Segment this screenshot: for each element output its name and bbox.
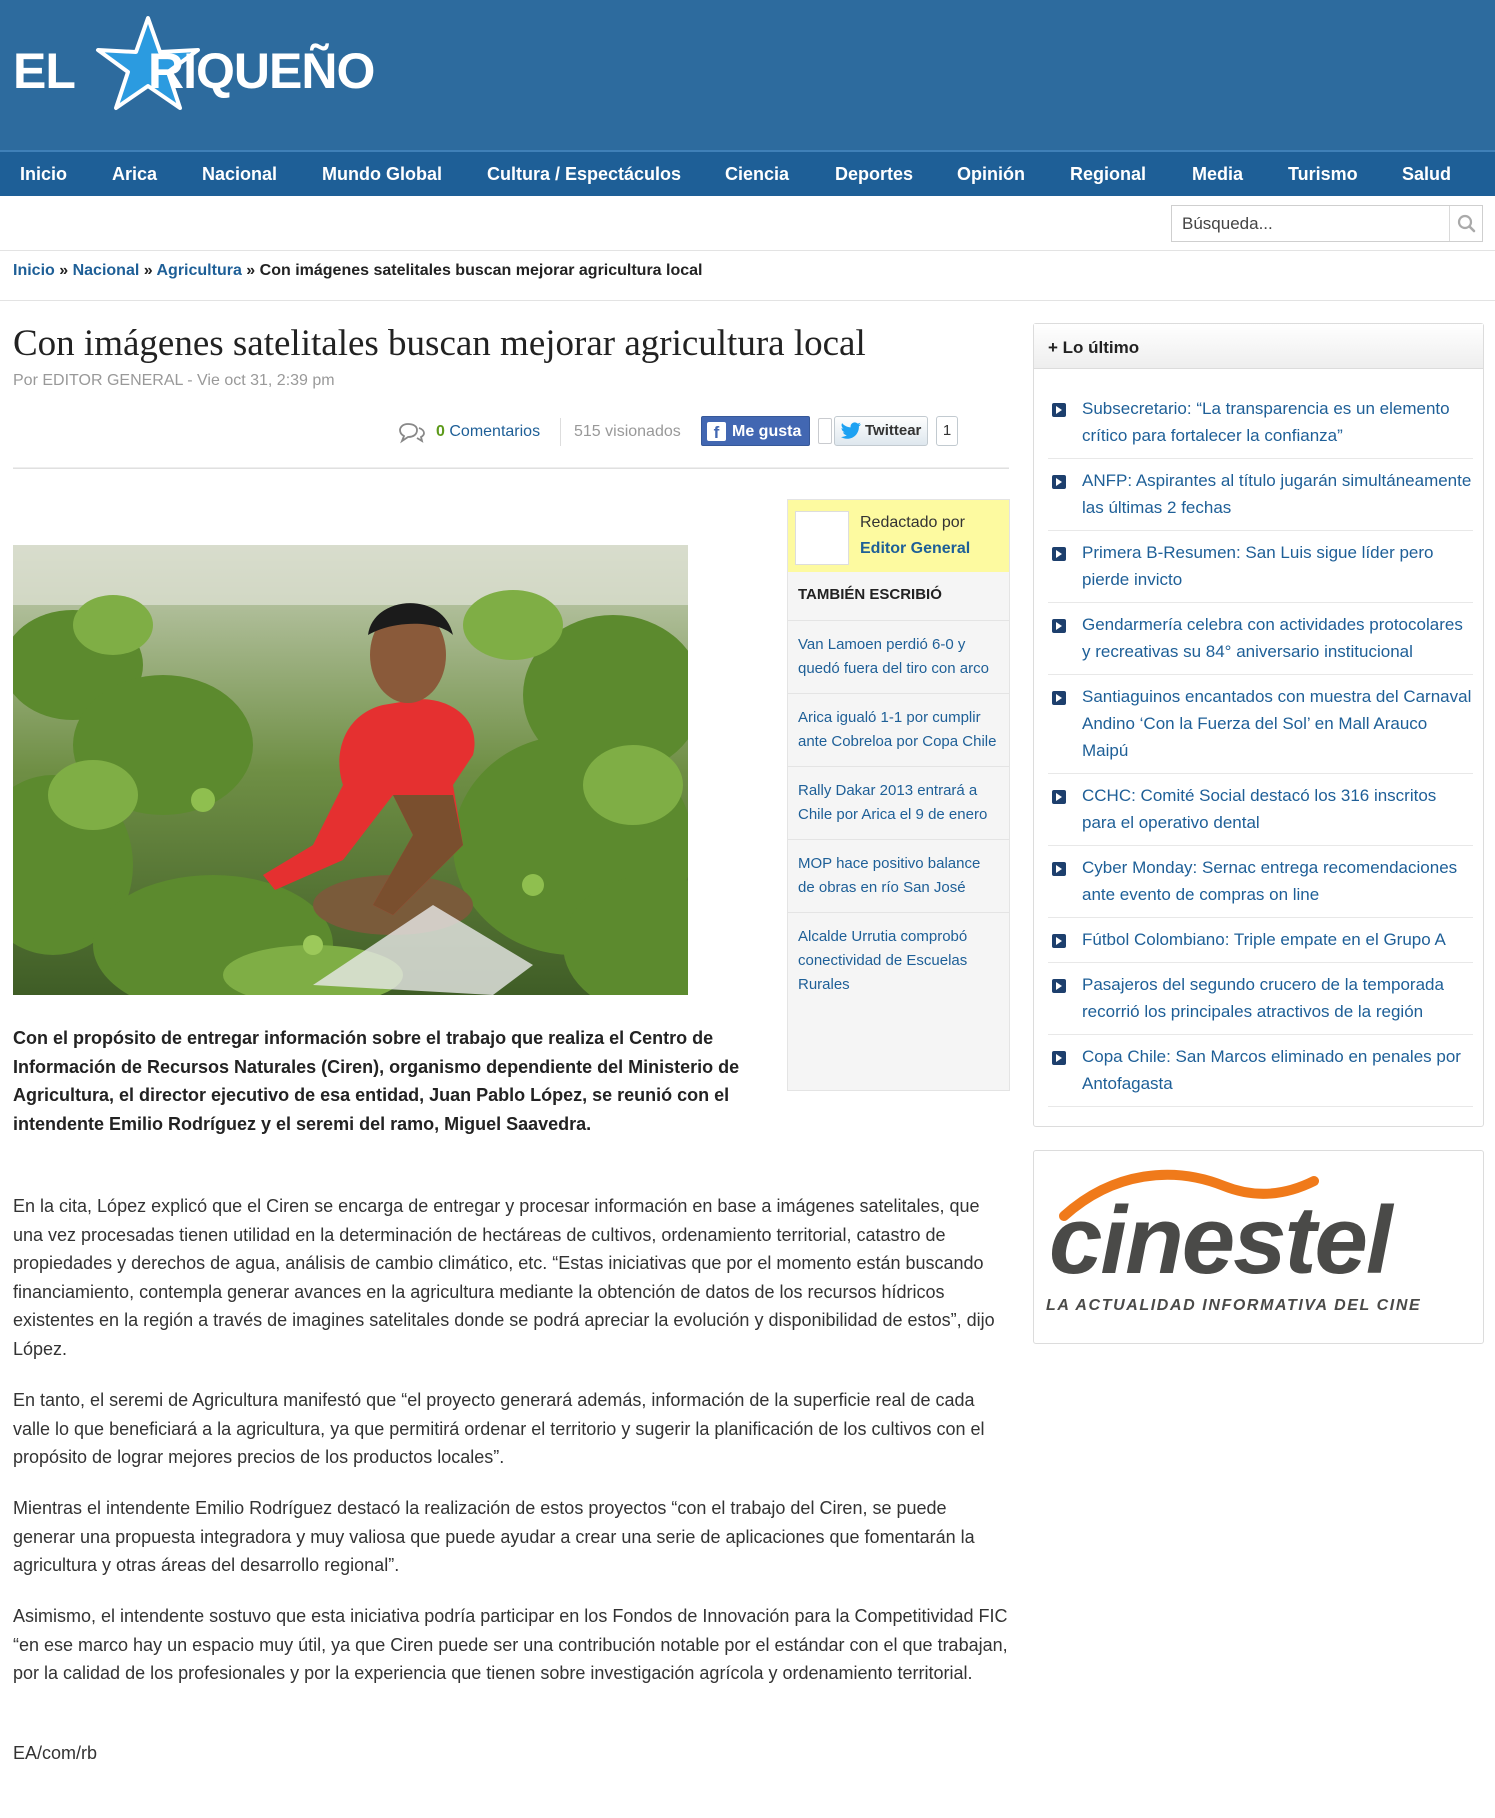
article-byline: Por EDITOR GENERAL - Vie oct 31, 2:39 pm [13,372,335,389]
latest-news-item[interactable] [1048,531,1473,603]
breadcrumb-current: Con imágenes satelitales buscan mejorar agricultura local [259,262,703,279]
author-header [788,500,1009,572]
site-logo[interactable] [8,10,378,115]
latest-news-title: + Lo último [1048,338,1140,357]
nav-item-turismo[interactable]: Turismo [1288,164,1358,184]
main-nav [0,150,1495,196]
latest-news-item[interactable] [1048,918,1473,963]
nav-item-cultura[interactable]: Cultura / Espectáculos [487,164,682,184]
breadcrumb [13,262,702,280]
arrow-right-icon [1052,979,1066,993]
breadcrumb-inicio[interactable]: Inicio [13,262,55,279]
latest-news-item[interactable] [1048,459,1473,531]
site-header [0,0,1495,150]
svg-text:RIQUEÑO: RIQUEÑO [148,43,375,99]
also-wrote-item[interactable]: Rally Dakar 2013 entrará a Chile por Arica el 9 de enero [788,766,1009,839]
nav-item-media[interactable]: Media [1192,164,1244,184]
arrow-right-icon [1052,547,1066,561]
latest-news-item[interactable] [1048,603,1473,675]
facebook-like-label: Me gusta [732,423,802,440]
breadcrumb-separator: » [59,262,69,279]
arrow-right-icon [1052,619,1066,633]
latest-news-item-label: Subsecretario: “La transparencia es un elemento crítico para fortalecer la confianza” [1082,399,1450,445]
breadcrumb-agricultura[interactable]: Agricultura [156,262,242,279]
twitter-count: 1 [936,416,958,446]
nav-item-deportes[interactable]: Deportes [835,164,914,184]
latest-news-item-label: Primera B-Resumen: San Luis sigue líder pero pierde invicto [1082,543,1434,589]
latest-news-header [1034,324,1483,369]
nav-item-mundo-global[interactable]: Mundo Global [322,164,442,184]
arrow-right-icon [1052,403,1066,417]
arrow-right-icon [1052,691,1066,705]
article-paragraph: Asimismo, el intendente sostuvo que esta iniciativa podría participar en los Fondos de Innovación para la Competitividad FIC “en ese marco hay un espacio muy útil, ya que Ciren puede ser una contribución notable por el estándar con el que trabajan, por la calidad de los profesionales y por la experiencia que tienen sobre investigación agrícola y ordenamiento territorial. [13,1606,1008,1683]
cinestel-logo: cinestel [1049,1187,1391,1294]
article-photo-illustration [13,545,688,995]
article-paragraph: En tanto, el seremi de Agricultura manifestó que “el proyecto generará además, información de la superficie real de cada valle lo que beneficiará a la agricultura, ya que permitirá ordenar el territorio y sugerir la planificación de los cultivos con el propósito de lograr mejores precios de los productos locales”. [13,1390,985,1467]
latest-news-item[interactable] [1048,846,1473,918]
search-box [1171,205,1483,242]
search-button[interactable] [1449,206,1482,241]
divider [0,300,1495,301]
comments-link[interactable] [436,423,540,441]
article-photo [13,545,688,995]
latest-news-widget [1033,323,1484,1127]
latest-news-item-label: Pasajeros del segundo crucero de la temporada recorrió los principales atractivos de la región [1082,975,1444,1021]
cinestel-tagline: LA ACTUALIDAD INFORMATIVA DEL CINE [1046,1297,1422,1314]
breadcrumb-separator: » [246,262,256,279]
latest-news-item-label: Fútbol Colombiano: Triple empate en el Grupo A [1082,930,1446,949]
latest-news-item-label: Copa Chile: San Marcos eliminado en penales por Antofagasta [1082,1047,1461,1093]
article-signature: EA/com/rb [13,1743,98,1763]
comments-count: 0 [436,423,445,440]
article-paragraph: Mientras el intendente Emilio Rodríguez destacó la realización de estos proyectos “con el trabajo del Ciren, se puede generar una propuesta integradora y muy valiosa que puede ayudar a crear una serie de aplicaciones que fomentarán la agricultura y otras áreas del desarrollo regional”. [13,1498,975,1575]
arrow-right-icon [1052,862,1066,876]
written-by-label: Redactado por [860,514,965,531]
search-icon [1450,206,1483,241]
article-meta [398,414,998,448]
article-lead: Con el propósito de entregar información sobre el trabajo que realiza el Centro de Información de Recursos Naturales (Ciren), organismo dependiente del Ministerio de Agricultura, el director ejecutivo de esa entidad, Juan Pablo López, se reunió con el intendente Emilio Rodríguez y el seremi del ramo, Miguel Saavedra. [13,1028,740,1134]
author-name-link[interactable]: Editor General [860,540,971,557]
author-avatar [795,511,849,565]
nav-item-opinion[interactable]: Opinión [957,164,1025,184]
latest-news-item[interactable] [1048,774,1473,846]
facebook-count-bubble [818,418,832,444]
latest-news-list [1048,387,1473,1107]
divider [0,250,1495,251]
views-count: 515 visionados [574,423,681,440]
search-input[interactable] [1172,206,1450,241]
svg-text:EL: EL [13,43,75,99]
nav-item-regional[interactable]: Regional [1070,164,1147,184]
article-title: Con imágenes satelitales buscan mejorar agricultura local [13,323,866,364]
nav-item-inicio[interactable]: Inicio [20,164,68,184]
meta-separator [560,418,561,446]
nav-item-nacional[interactable]: Nacional [202,164,278,184]
nav-item-salud[interactable]: Salud [1402,164,1452,184]
latest-news-item-label: Cyber Monday: Sernac entrega recomendaciones ante evento de compras on line [1082,858,1458,904]
article-paragraph: En la cita, López explicó que el Ciren se encarga de entregar y procesar información en base a imágenes satelitales, que una vez procesadas tienen utilidad en la determinación de hectáreas de cultivos, ordenamiento territorial, catastro de propiedades y derechos de agua, análisis de cambio climático, etc. “Estas iniciativas que por el momento están buscando financiamiento, contempla generar avances en la agricultura mediante la obtención de datos de los recursos hídricos existentes en la región a través de imagines satelitales donde se podrá apreciar la evolución y disponibilidad de estos”, dijo López. [13,1196,995,1359]
also-wrote-item[interactable]: Van Lamoen perdió 6-0 y quedó fuera del tiro con arco [788,620,1009,693]
arrow-right-icon [1052,790,1066,804]
arrow-right-icon [1052,1051,1066,1065]
breadcrumb-separator: » [143,262,153,279]
breadcrumb-nacional[interactable]: Nacional [72,262,140,279]
also-wrote-item[interactable]: Arica igualó 1-1 por cumplir ante Cobreloa por Copa Chile [788,693,1009,766]
latest-news-item[interactable] [1048,963,1473,1035]
also-wrote-item[interactable]: MOP hace positivo balance de obras en río San José [788,839,1009,912]
facebook-icon: f [707,422,726,441]
twitter-tweet-label: Twittear [865,422,922,439]
twitter-bird-icon [840,422,862,440]
comments-label: Comentarios [449,423,541,440]
latest-news-item-label: ANFP: Aspirantes al título jugarán simultáneamente las últimas 2 fechas [1082,471,1472,517]
latest-news-item-label: Santiaguinos encantados con muestra del Carnaval Andino ‘Con la Fuerza del Sol’ en Mall Arauco Maipú [1082,687,1472,760]
facebook-like-button[interactable] [701,416,810,446]
also-wrote-list [788,620,1009,1009]
latest-news-item[interactable] [1048,1035,1473,1107]
also-wrote-title: TAMBIÉN ESCRIBIÓ [798,586,942,603]
latest-news-item-label: CCHC: Comité Social destacó los 316 inscritos para el operativo dental [1082,786,1437,832]
comment-bubble-icon [398,420,426,444]
divider [13,467,1009,469]
latest-news-item-label: Gendarmería celebra con actividades protocolares y recreativas su 84° aniversario institucional [1082,615,1463,661]
latest-news-item[interactable] [1048,675,1473,774]
also-wrote-item[interactable]: Alcalde Urrutia comprobó conectividad de Escuelas Rurales [788,912,1009,1009]
nav-item-arica[interactable]: Arica [112,164,158,184]
cinestel-ad-banner[interactable] [1033,1150,1484,1344]
nav-item-ciencia[interactable]: Ciencia [725,164,790,184]
author-box [787,499,1010,1091]
arrow-right-icon [1052,475,1066,489]
latest-news-item[interactable] [1048,387,1473,459]
arrow-right-icon [1052,934,1066,948]
twitter-tweet-button[interactable] [834,416,928,446]
